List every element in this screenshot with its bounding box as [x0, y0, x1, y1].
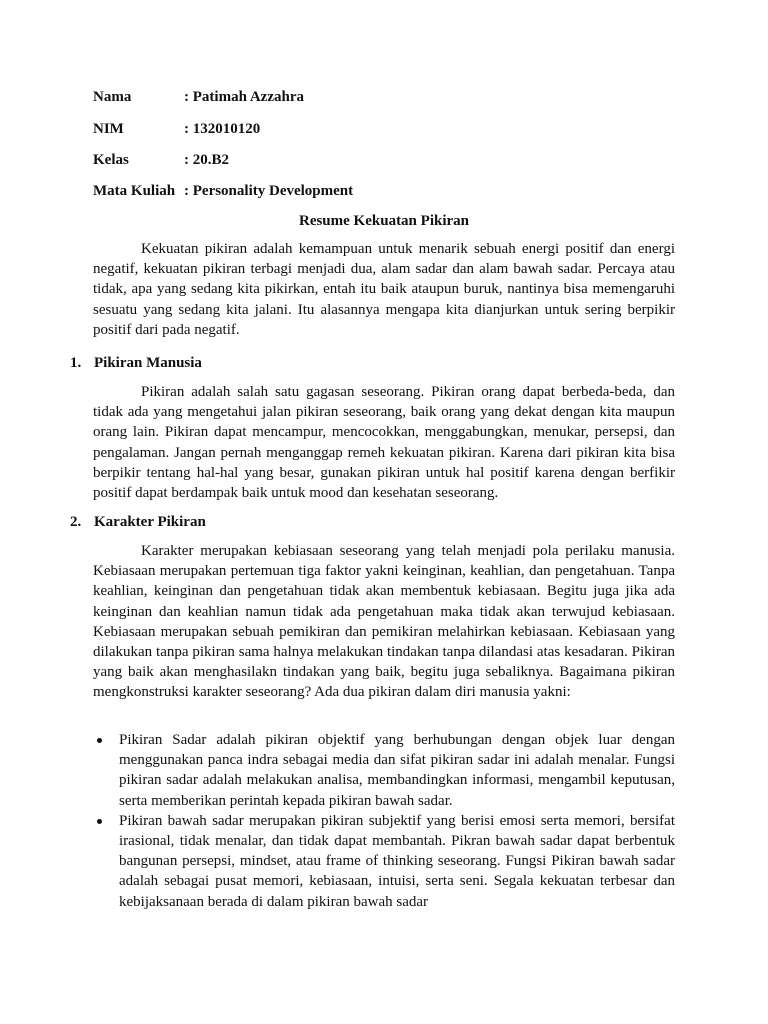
list-item-text: Pikiran bawah sadar merupakan pikiran subjektif yang berisi emosi serta memori, bersifat irasional, tidak menalar, dan tidak dapat membantah. Pikran bawah sadar dapat berbentuk bangunan persepsi, mindset, atau frame of thinking seseorang. Fungsi Pikiran bawah sadar adalah sebagai pusat memori, kebiasaan, intuisi, serta seni. Segala kekuatan terbesar dan kebijaksanaan berada di dalam pikiran bawah sadar: [119, 812, 675, 910]
section-title: Pikiran Manusia: [94, 355, 202, 371]
bullet-dot-icon: [97, 738, 102, 743]
list-item: [93, 730, 675, 811]
list-item-text: Pikiran Sadar adalah pikiran objektif yang berhubungan dengan objek luar dengan menggunakan panca indra sebagai media dan sifat pikiran sadar ini adalah menalar. Fungsi pikiran sadar adalah melakukan analisa, membandingkan informasi, mengambil keputusan, serta memberikan perintah kepada pikiran bawah sadar.: [119, 732, 675, 809]
info-label: Nama: [93, 89, 132, 105]
section-number: 1.: [70, 355, 82, 371]
info-value: : Personality Development: [184, 183, 354, 199]
section-paragraph-pikiran-manusia: Pikiran adalah salah satu gagasan seseorang. Pikiran orang dapat berbeda-beda, dan tidak ada yang mengetahui jalan pikiran seseorang, baik orang yang dekat dengan kita maupun orang lain. Pikiran dapat mencampur, mencocokkan, menggabungkan, menukar, persepsi, dan pengalaman. Jangan pernah menganggap remeh kekuatan pikiran. Karena dari pikiran kita bisa berpikir tentang hal-hal yang besar, gunakan pikiran untuk hal positif karena dengan berfikir positif dapat berdampak baik untuk mood dan kesehatan seseorang.: [93, 384, 675, 502]
section-paragraph-karakter-pikiran: Karakter merupakan kebiasaan seseorang yang telah menjadi pola perilaku manusia. Kebiasaan merupakan pertemuan tiga faktor yakni keinginan, keahlian, dan pengetahuan. Tanpa keahlian, keinginan dan pengetahuan tidak akan membentuk kebiasaan. Begitu juga jika ada keinginan dan keahlian namun tidak ada pengetahuan maka tidak akan terwujud kebiasaan. Kebiasaan merupakan sebuah pemikiran dan pemikiran melahirkan kebiasaan. Kebiasaan yang dilakukan tanpa pikiran sama halnya melakukan tindakan tanpa dilandasi atas kesadaran. Pikiran yang baik akan menghasilakn tindakan yang baik, begitu juga sebaliknya. Bagaimana pikiran mengkonstruksi karakter seseorang? Ada dua pikiran dalam diri manusia yakni:: [93, 543, 675, 701]
info-value: : Patimah Azzahra: [184, 89, 304, 105]
info-row-nama: [93, 88, 304, 106]
section-number: 2.: [70, 514, 82, 530]
section-title: Karakter Pikiran: [94, 514, 206, 530]
info-row-kelas: [93, 151, 229, 169]
document-title: Resume Kekuatan Pikiran: [298, 213, 469, 229]
info-value: : 20.B2: [184, 152, 229, 168]
list-item: [93, 811, 675, 912]
info-label: Kelas: [93, 152, 129, 168]
info-label: Mata Kuliah: [93, 183, 176, 199]
info-value: : 132010120: [184, 121, 261, 137]
info-row-mata-kuliah: [93, 182, 353, 200]
bullet-list: [93, 730, 675, 912]
info-row-nim: [93, 120, 260, 138]
info-label: NIM: [93, 121, 124, 137]
section-heading-pikiran-manusia: [70, 354, 202, 372]
section-heading-karakter-pikiran: [70, 513, 206, 531]
intro-paragraph: Kekuatan pikiran adalah kemampuan untuk menarik sebuah energi positif dan energi negatif, kekuatan pikiran terbagi menjadi dua, alam sadar dan alam bawah sadar. Percaya atau tidak, apa yang sedang kita pikirkan, entah itu baik ataupun buruk, nantinya bisa memengaruhi sesuatu yang sedang kita jalani. Itu alasannya mengapa kita dianjurkan untuk sering berpikir positif dari pada negatif.: [93, 241, 675, 338]
bullet-dot-icon: [97, 819, 102, 824]
